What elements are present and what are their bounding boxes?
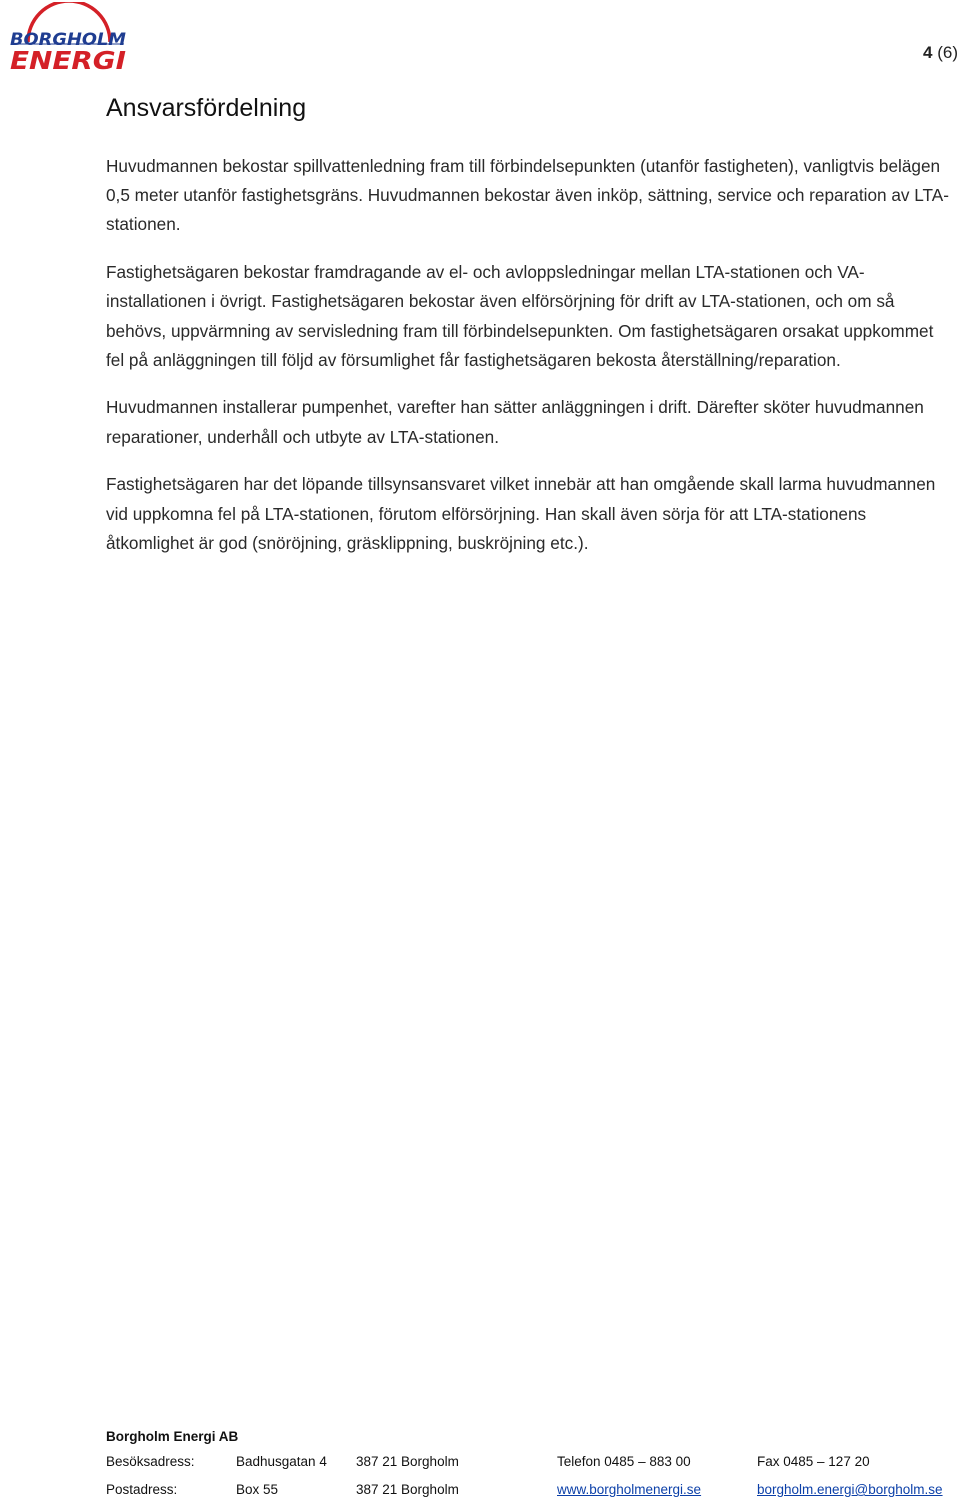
paragraph-3: Huvudmannen installerar pumpenhet, varefter han sätter anläggningen i drift. Därefter sköter huvudmannen reparationer, underhåll och utbyte av LTA-stationen.	[106, 397, 924, 447]
footer-visit-row	[106, 1448, 960, 1476]
paragraph-4: Fastighetsägaren har det löpande tillsynsansvaret vilket innebär att han omgående skall larma huvudmannen vid uppkomna fel på LTA-stationen, förutom elförsörjning. Han skall även sörja för att LTA-stationens åtkomlighet är god (snöröjning, gräsklippning, buskröjning etc.).	[106, 474, 936, 553]
borgholm-energi-logo	[6, 2, 130, 74]
website-link[interactable]: www.borgholmenergi.se	[557, 1482, 702, 1497]
logo-text-borgholm: BORGHOLM	[10, 30, 127, 50]
footer-company: Borgholm Energi AB	[106, 1429, 239, 1444]
page-total: (6)	[937, 43, 958, 62]
postal-box: Box 55	[236, 1482, 279, 1497]
visit-street: Badhusgatan 4	[236, 1454, 327, 1469]
body-text	[106, 152, 956, 576]
email-link[interactable]: borgholm.energi@borgholm.se	[757, 1482, 943, 1497]
phone-number: Telefon 0485 – 883 00	[557, 1454, 691, 1469]
visit-city: 387 21 Borgholm	[356, 1454, 459, 1469]
postal-label: Postadress:	[106, 1482, 178, 1497]
footer-postal-row	[106, 1476, 960, 1504]
footer	[106, 1426, 960, 1504]
page-title: Ansvarsfördelning	[106, 94, 307, 122]
logo-text-energi: ENERGI	[10, 46, 126, 74]
paragraph-1: Huvudmannen bekostar spillvattenledning fram till förbindelsepunkten (utanför fastigheten), vanligtvis belägen 0,5 meter utanför fastighetsgräns. Huvudmannen bekostar även inköp, sättning, service och reparation av LTA-stationen.	[106, 156, 949, 235]
page-number	[923, 43, 958, 63]
page-current: 4	[923, 43, 933, 62]
paragraph-2: Fastighetsägaren bekostar framdragande av el- och avloppsledningar mellan LTA-stationen och VA-installationen i övrigt. Fastighetsägaren bekostar även elförsörjning för drift av LTA-stationen, och om så behövs, uppvärmning av servisledning fram till förbindelsepunkten. Om fastighetsägaren orsakat uppkommet fel på anläggningen till följd av försumlighet får fastighetsägaren bekosta återställning/reparation.	[106, 262, 934, 370]
postal-city: 387 21 Borgholm	[356, 1482, 459, 1497]
fax-number: Fax 0485 – 127 20	[757, 1454, 870, 1469]
visit-label: Besöksadress:	[106, 1454, 195, 1469]
